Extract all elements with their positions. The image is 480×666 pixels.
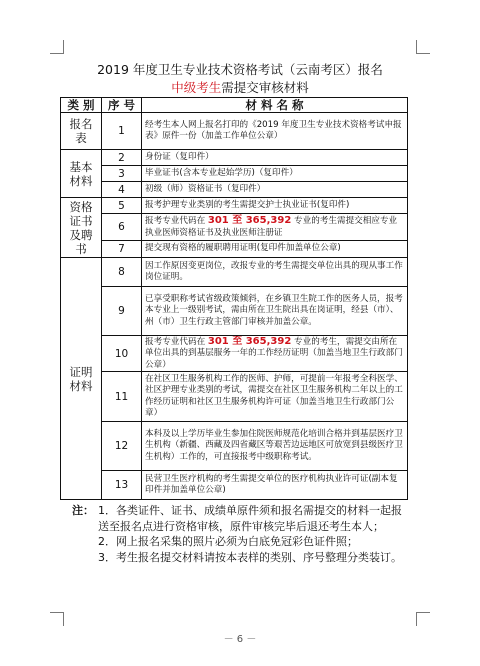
row-seq: 11 — [114, 390, 129, 403]
row-material: 毕业证书(含本专业起始学历)（复印件） — [145, 167, 298, 178]
crop-mark-bottom-left-h — [50, 612, 64, 613]
crop-mark-top-left-h — [50, 53, 64, 54]
crop-mark-bottom-right-v — [416, 612, 417, 626]
row-material-post: 专业的考生，需提交由所在单位出具的到基层服务一年的工作经历证明（加盖当地卫生行政部门公章） — [145, 336, 403, 370]
note-item: 2．网上报名采集的照片必须为白底免冠彩色证件照； — [98, 535, 358, 548]
title-rest: 需提交审核材料 — [221, 80, 309, 95]
row-material-pre: 报考专业代码在 — [145, 336, 208, 347]
row-material: 已享受职称考试省级政策倾斜，在乡镇卫生院工作的医务人员，报考本专业上一级别考试，需由所在卫生院出具在岗证明，经县（市）、州（市）卫生行政主管部门审核并加盖公章。 — [145, 293, 403, 327]
materials-table — [60, 97, 408, 500]
document-title-line2 — [0, 80, 480, 96]
header-category: 类 别 — [67, 98, 95, 112]
row-seq: 4 — [118, 183, 125, 196]
row-material-post: 专业的考生需提交相应专业执业医师资格证书及执业医师注册证 — [145, 216, 398, 238]
row-material — [142, 336, 407, 371]
category-signup-form: 报名表 — [69, 117, 93, 145]
crop-mark-bottom-right-h — [416, 612, 430, 613]
notes-label: 注： — [72, 504, 94, 517]
row-seq: 5 — [118, 199, 125, 212]
category-proof-materials: 证明材料 — [69, 364, 93, 393]
row-seq: 2 — [118, 151, 125, 164]
row-seq: 9 — [118, 305, 125, 317]
note-item: 1．各类证件、证书、成绩单原件须和报名需提交的材料一起报送至报名点进行资格审核，原件审核完毕后退还考生本人； — [98, 504, 402, 533]
row-material: 在社区卫生服务机构工作的医师、护师，可提前一年报考全科医学、社区护理专业类别的考试，需提交在社区卫生服务机构二年以上的工作经历证明和社区卫生服务机构许可证（加盖当地卫生行政部门公章） — [145, 373, 403, 418]
page-number: － 6 － — [223, 634, 257, 645]
crop-mark-bottom-left-v — [63, 612, 64, 626]
crop-mark-top-right-h — [416, 53, 430, 54]
crop-mark-top-left-v — [63, 40, 64, 54]
title-highlight: 中级考生 — [171, 80, 222, 95]
row-material: 提交现有资格的履职聘用证明(复印件加盖单位公章) — [145, 243, 341, 254]
code-range-highlight: 301 至 365,392 — [207, 215, 292, 227]
row-material: 本科及以上学历毕业生参加住院医师规范化培训合格并到基层医疗卫生机构（新疆、西藏及四省藏区等艰苦边远地区可放宽到县级医疗卫生机构）工作的，可直接报考中级职称考试。 — [145, 428, 403, 462]
row-seq: 3 — [118, 167, 125, 180]
document-title-line1: 2019 年度卫生专业技术资格考试（云南考区）报名 — [97, 62, 383, 77]
row-material — [142, 214, 407, 240]
row-material: 身份证（复印件） — [145, 151, 214, 162]
row-seq: 6 — [118, 221, 125, 233]
code-range-highlight: 301 至 365,392 — [207, 336, 292, 347]
row-material: 民营卫生医疗机构的考生需提交单位的医疗机构执业许可证(副本复印件并加盖单位公章) — [145, 473, 398, 495]
notes-section — [72, 503, 412, 565]
row-seq: 1 — [118, 125, 125, 137]
row-seq: 12 — [114, 440, 129, 452]
row-material: 经考生本人网上报名打印的《2019 年度卫生专业技术资格考试申报表》原件一份（加盖工作单位公章） — [145, 119, 402, 141]
row-seq: 7 — [118, 243, 125, 255]
row-material: 报考护理专业类别的考生需提交护士执业证书(复印件) — [145, 199, 350, 210]
header-seq: 序 号 — [107, 98, 135, 112]
category-certificates: 资格证书及聘书 — [69, 199, 93, 256]
crop-mark-top-right-v — [416, 40, 417, 54]
row-material: 因工作原因变更岗位，改报专业的考生需提交单位出具的现从事工作岗位证明。 — [145, 260, 403, 282]
note-item: 3．考生报名提交材料请按本表样的类别、序号整理分类装订。 — [98, 550, 402, 564]
category-basic-materials: 基本材料 — [69, 159, 93, 188]
header-material: 材 料 名 称 — [245, 98, 304, 112]
row-seq: 8 — [118, 266, 125, 278]
row-seq: 13 — [114, 479, 129, 491]
row-seq: 10 — [114, 347, 129, 360]
row-material-pre: 报考专业代码在 — [145, 216, 208, 227]
row-material: 初级（师）资格证书（复印件） — [145, 183, 266, 194]
